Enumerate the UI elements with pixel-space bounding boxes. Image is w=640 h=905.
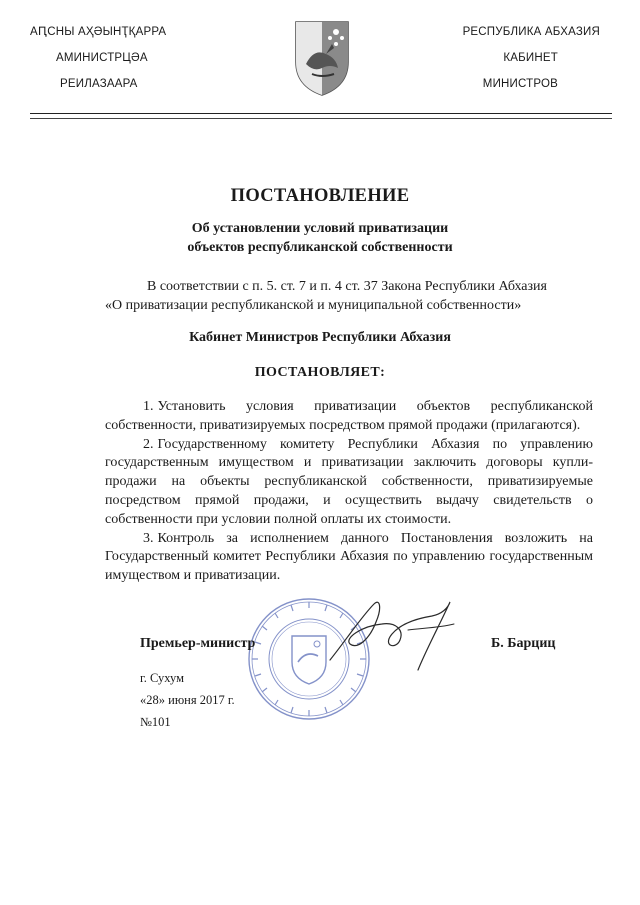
header-right-line-2: КАБИНЕТ bbox=[503, 52, 558, 64]
decrees-heading: ПОСТАНОВЛЯЕТ: bbox=[254, 365, 386, 380]
decree-item bbox=[105, 530, 593, 586]
signatory-name: Б. Барциц bbox=[491, 636, 556, 651]
header-left-block bbox=[30, 22, 205, 100]
preamble-line-2: «О приватизации республиканской и муниципальной собственности» bbox=[105, 298, 522, 313]
signing-date: «28» июня 2017 г. bbox=[140, 693, 235, 707]
item-number: 2. bbox=[143, 436, 154, 452]
signatory-role: Премьер-министр bbox=[140, 636, 256, 651]
item-text: Государственному комитету Республики Абхазия по управлению государственным имуществом и приватизации заключить договоры купли-продажи на объекты республиканской собственности, приватизируемые посредством прямой продажи, и осуществить выдачу свидетельств о собственности при условии полной оплаты их стоимости. bbox=[105, 436, 593, 527]
header-divider-thick bbox=[30, 113, 612, 114]
header-right-block bbox=[425, 22, 600, 100]
preamble-line-1: В соответствии с п. 5. ст. 7 и п. 4 ст. 37 Закона Республики Абхазия bbox=[147, 279, 547, 294]
item-text: Установить условия приватизации объектов республиканской собственности, приватизируемых посредством прямой продажи (прилагаются). bbox=[105, 399, 593, 433]
document-number: №101 bbox=[140, 715, 171, 729]
document-subject bbox=[0, 219, 640, 257]
header-left-line-3: РЕИЛАЗААРА bbox=[60, 78, 138, 90]
preamble bbox=[105, 277, 595, 315]
header-right-line-1: РЕСПУБЛИКА АБХАЗИЯ bbox=[462, 26, 600, 38]
decree-item bbox=[105, 398, 593, 436]
document-title: ПОСТАНОВЛЕНИЕ bbox=[230, 186, 410, 206]
handwritten-signature bbox=[322, 594, 472, 674]
issuer-heading: Кабинет Министров Республики Абхазия bbox=[189, 330, 451, 345]
header-left-line-1: АԤСНЫ АҲӘЫНҬҚАРРА bbox=[30, 26, 167, 38]
coat-of-arms-emblem bbox=[292, 18, 352, 98]
item-number: 1. bbox=[143, 399, 154, 414]
signing-place: г. Сухум bbox=[140, 671, 185, 685]
header-divider-thin bbox=[30, 118, 612, 119]
subject-line-2: объектов республиканской собственности bbox=[187, 240, 453, 255]
item-number: 3. bbox=[143, 530, 154, 546]
decree-items bbox=[105, 398, 593, 586]
item-text: Контроль за исполнением данного Постановления возложить на Государственный комитет Республики Абхазия по управлению государственным имуществом и приватизации. bbox=[105, 530, 593, 584]
header-right-line-3: МИНИСТРОВ bbox=[482, 78, 558, 90]
subject-line-1: Об установлении условий приватизации bbox=[191, 221, 449, 236]
header-left-line-2: АМИНИСТРЦӘА bbox=[56, 52, 148, 64]
decree-item bbox=[105, 436, 593, 530]
